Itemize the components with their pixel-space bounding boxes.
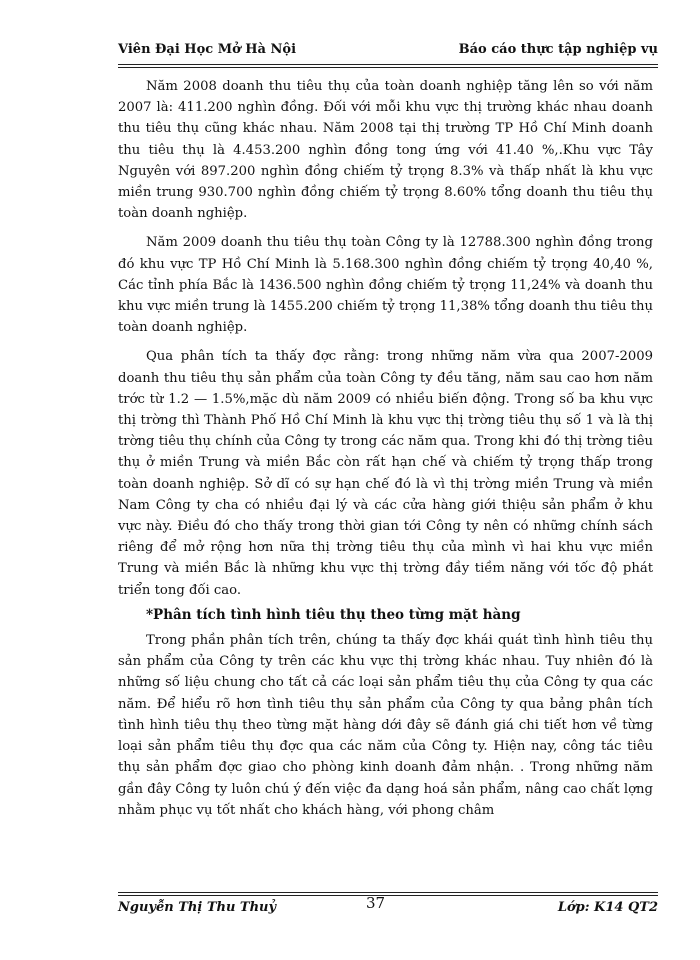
footer-class: Lớp: K14 QT2 xyxy=(557,900,658,915)
document-body xyxy=(118,76,653,821)
header-institution: Viên Đại Học Mở Hà Nội xyxy=(118,42,297,57)
header-rule-secondary xyxy=(118,67,658,68)
section-heading: *Phân tích tình hình tiêu thụ theo từng mặt hàng xyxy=(146,606,521,623)
paragraph-analysis: Qua phân tích ta thấy đợc rằng: trong những năm vừa qua 2007-2009 doanh thu tiêu thụ sản phẩm của toàn Công ty đều tăng, năm sau cao hơn năm trớc từ 1.2 — 1.5%,mặc dù năm 2009 có nhiều biến động. Trong số ba khu vực thị trờng thì Thành Phố Hồ Chí Minh là khu vực thị trờng tiêu thụ số 1 và là thị trờng tiêu thụ chính của Công ty trong các năm qua. Trong khi đó thị trờng tiêu thụ ở miền Trung và miền Bắc còn rất hạn chế và chiếm tỷ trọng thấp trong toàn doanh nghiệp. Sở dĩ có sự hạn chế đó là vì thị trờng miền Trung và miền Nam Công ty cha có nhiều đại lý và các cửa hàng giới thiệu sản phẩm ở khu vực này. Điều đó cho thấy trong thời gian tới Công ty nên có những chính sách riêng để mở rộng hơn nữa thị trờng tiêu thụ của mình vì hai khu vực miền Trung và miền Bắc là những khu vực thị trờng đầy tiềm năng với tốc độ phát triển tong đối cao. xyxy=(118,349,653,598)
page-number: 37 xyxy=(366,894,386,912)
footer-rule xyxy=(118,892,658,893)
page-header xyxy=(118,42,658,62)
footer-author: Nguyễn Thị Thu Thuỷ xyxy=(118,900,277,915)
paragraph-product-analysis: Trong phần phân tích trên, chúng ta thấy đợc khái quát tình hình tiêu thụ sản phẩm của Công ty trên các khu vực thị trờng khác nhau. Tuy nhiên đó là những số liệu chung cho tất cả các loại sản phẩm tiêu thụ của Công ty qua các năm. Để hiểu rõ hơn tình tiêu thụ sản phẩm của Công ty qua bảng phân tích tình hình tiêu thụ theo từng mặt hàng dới đây sẽ đánh giá chi tiết hơn về từng loại sản phẩm tiêu thụ đợc qua các năm của Công ty. Hiện nay, công tác tiêu thụ sản phẩm đợc giao cho phòng kinh doanh đảm nhận. . Trong những năm gần đây Công ty luôn chú ý đến việc đa dạng hoá sản phẩm, nâng cao chất lợng nhằm phục vụ tốt nhất cho khách hàng, với phong châm xyxy=(118,633,653,818)
paragraph-2009-revenue: Năm 2009 doanh thu tiêu thụ toàn Công ty là 12788.300 nghìn đồng trong đó khu vực TP Hồ Chí Minh là 5.168.300 nghìn đồng chiếm tỷ trọng 40,40 %, Các tỉnh phía Bắc là 1436.500 nghìn đồng chiếm tỷ trọng 11,24% và doanh thu khu vực miền trung là 1455.200 chiếm tỷ trọng 11,38% tổng doanh thu tiêu thụ toàn doanh nghiệp. xyxy=(118,235,653,336)
header-rule xyxy=(118,64,658,65)
footer-rule-secondary xyxy=(118,895,658,896)
header-report-title: Báo cáo thực tập nghiệp vụ xyxy=(458,42,658,57)
page-footer xyxy=(118,894,658,920)
paragraph-2008-revenue: Năm 2008 doanh thu tiêu thụ của toàn doanh nghiệp tăng lên so với năm 2007 là: 411.200 nghìn đồng. Đối với mỗi khu vực thị trường khác nhau doanh thu tiêu thụ cũng khác nhau. Năm 2008 tại thị trường TP Hồ Chí Minh doanh thu tiêu thụ là 4.453.200 nghìn đồng tong ứng với 41.40 %,.Khu vực Tây Nguyên với 897.200 nghìn đồng chiếm tỷ trọng 8.3% và thấp nhất là khu vực miền trung 930.700 nghìn đồng chiếm tỷ trọng 8.60% tổng doanh thu tiêu thụ toàn doanh nghiệp. xyxy=(118,79,653,222)
